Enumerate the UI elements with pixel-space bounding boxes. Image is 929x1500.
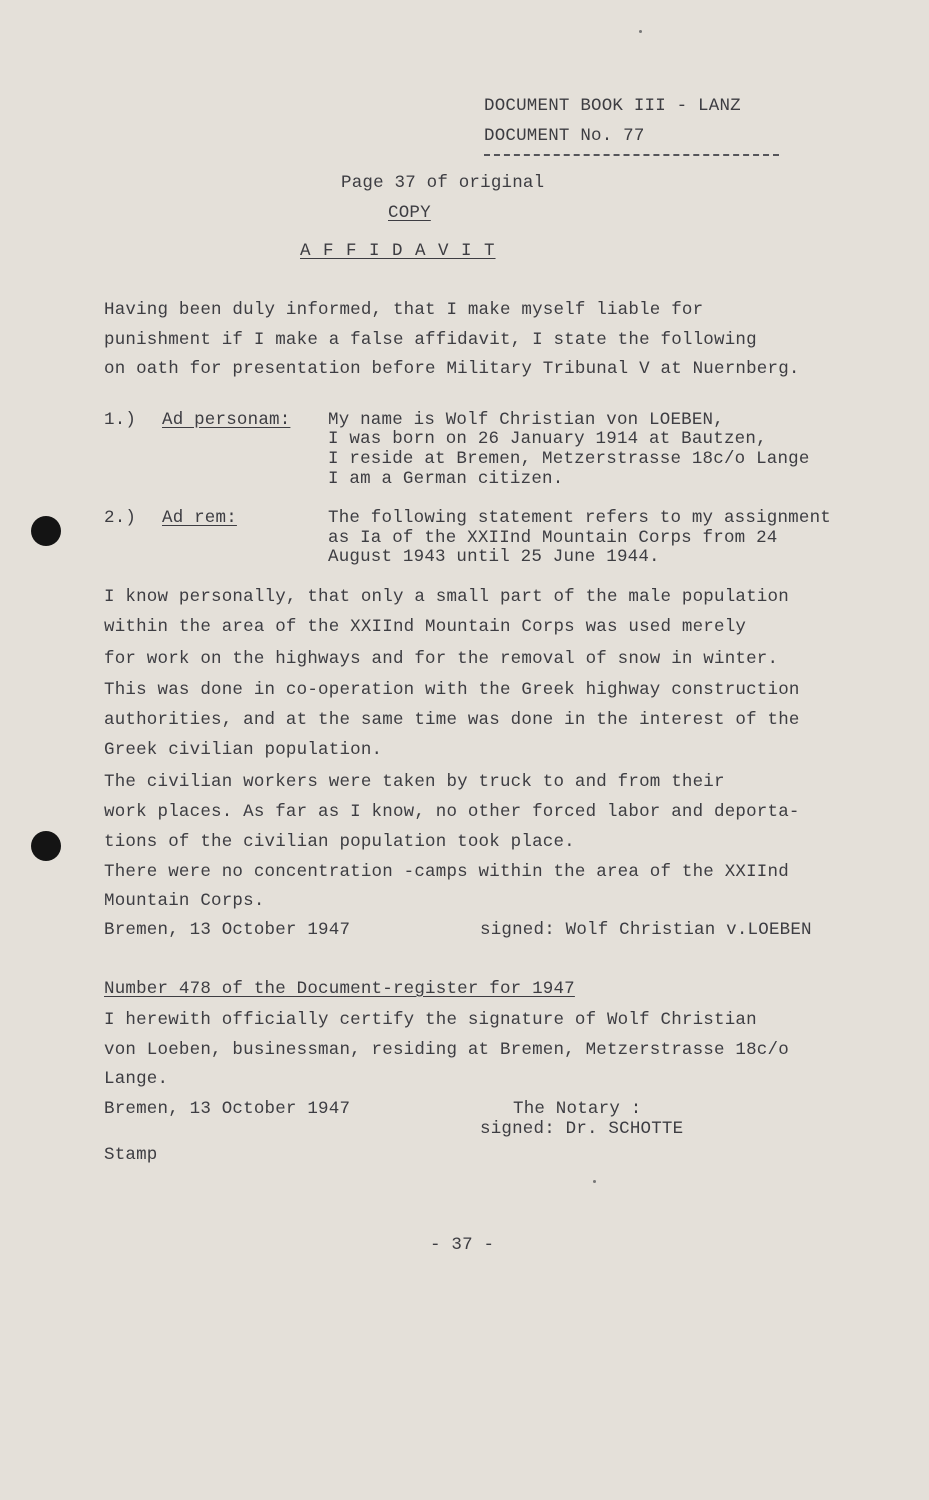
item-line: August 1943 until 25 June 1944. <box>328 547 660 567</box>
body-line: Greek civilian population. <box>104 740 383 760</box>
page-of-original: Page 37 of original <box>341 173 545 193</box>
certify-line: I herewith officially certify the signature of Wolf Christian <box>104 1010 757 1030</box>
intro-line: punishment if I make a false affidavit, I state the following <box>104 330 757 350</box>
signature-line: signed: Wolf Christian v.LOEBEN <box>480 920 812 940</box>
copy-label: COPY <box>388 203 431 223</box>
notary-place-date: Bremen, 13 October 1947 <box>104 1099 351 1119</box>
document-number: DOCUMENT No. 77 <box>484 126 645 146</box>
certify-line: von Loeben, businessman, residing at Bremen, Metzerstrasse 18c/o <box>104 1040 789 1060</box>
signature-place-date: Bremen, 13 October 1947 <box>104 920 351 940</box>
body-line: work places. As far as I know, no other forced labor and deporta- <box>104 802 800 822</box>
item-line: as Ia of the XXIInd Mountain Corps from 24 <box>328 528 778 548</box>
item-line: The following statement refers to my assignment <box>328 508 831 528</box>
paper-speck <box>593 1180 596 1183</box>
certify-line: Lange. <box>104 1069 169 1089</box>
stamp-label: Stamp <box>104 1145 158 1165</box>
body-line: authorities, and at the same time was done in the interest of the <box>104 710 800 730</box>
body-line: The civilian workers were taken by truck to and from their <box>104 772 725 792</box>
intro-line: on oath for presentation before Military Tribunal V at Nuernberg. <box>104 359 800 379</box>
notary-title: The Notary : <box>513 1099 642 1119</box>
document-title: A F F I D A V I T <box>300 241 496 261</box>
body-line: within the area of the XXIInd Mountain Corps was used merely <box>104 617 747 637</box>
item-label: Ad personam: <box>162 410 291 430</box>
item-line: I reside at Bremen, Metzerstrasse 18c/o Lange <box>328 449 810 469</box>
page-number: - 37 - <box>430 1235 495 1255</box>
body-line: for work on the highways and for the removal of snow in winter. <box>104 649 779 669</box>
header-rule <box>484 154 779 156</box>
punch-hole <box>31 831 61 861</box>
body-line: Mountain Corps. <box>104 891 265 911</box>
item-line: I am a German citizen. <box>328 469 564 489</box>
item-label: Ad rem: <box>162 508 237 528</box>
paper-speck <box>639 30 642 33</box>
document-book-header: DOCUMENT BOOK III - LANZ <box>484 96 741 116</box>
item-line: My name is Wolf Christian von LOEBEN, <box>328 410 724 430</box>
item-number: 2.) <box>104 508 137 528</box>
body-line: tions of the civilian population took place. <box>104 832 575 852</box>
intro-line: Having been duly informed, that I make myself liable for <box>104 300 704 320</box>
body-line: There were no concentration -camps within the area of the XXIInd <box>104 862 789 882</box>
body-line: This was done in co-operation with the Greek highway construction <box>104 680 800 700</box>
body-line: I know personally, that only a small part of the male population <box>104 587 789 607</box>
punch-hole <box>31 516 61 546</box>
item-line: I was born on 26 January 1914 at Bautzen, <box>328 429 767 449</box>
item-number: 1.) <box>104 410 137 430</box>
notary-signature: signed: Dr. SCHOTTE <box>480 1119 684 1139</box>
register-line: Number 478 of the Document-register for 1947 <box>104 979 575 999</box>
